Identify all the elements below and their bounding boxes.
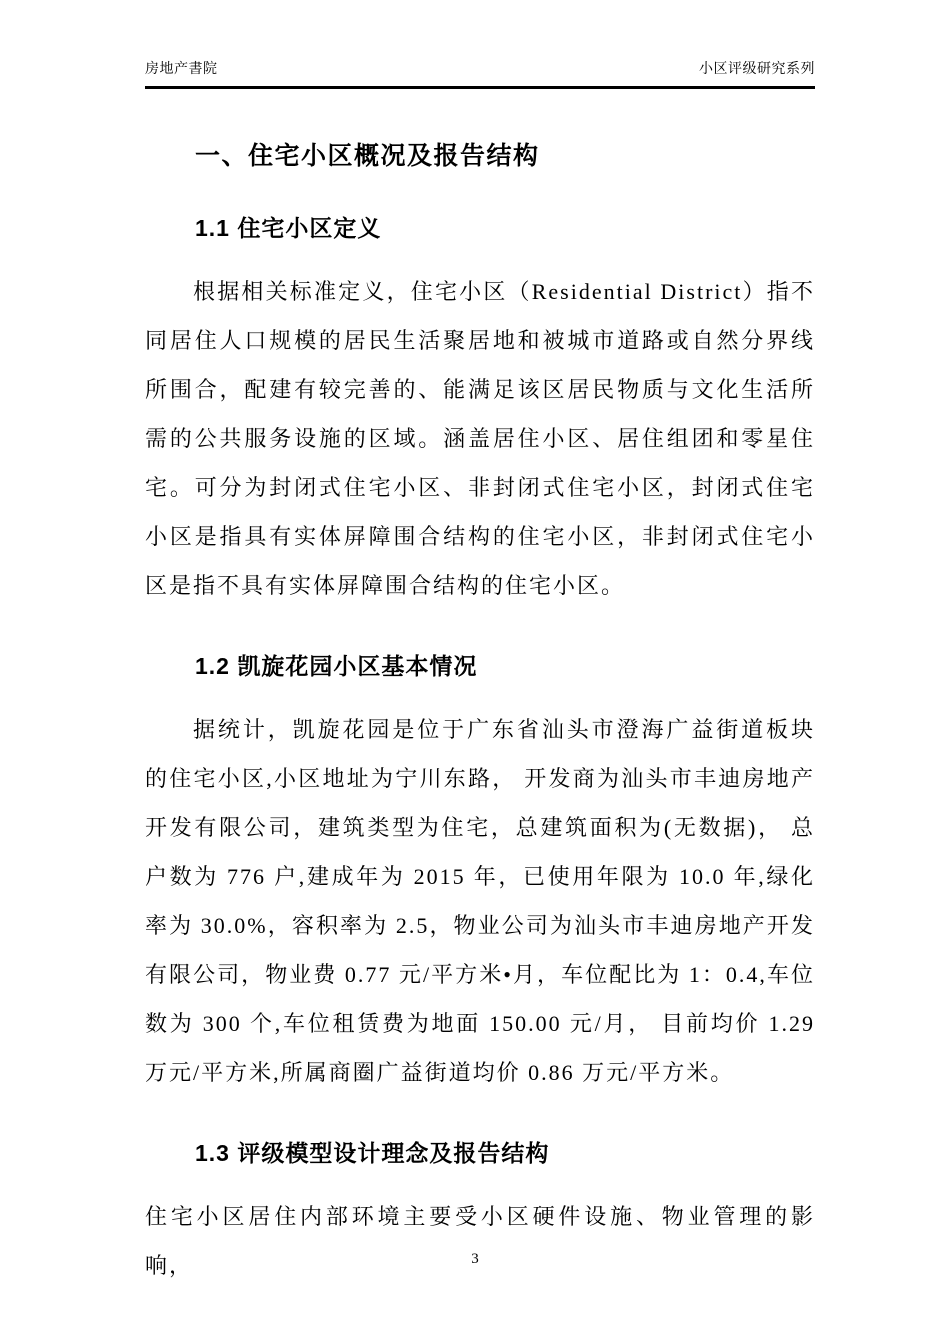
section-1-1 xyxy=(145,214,815,610)
section-1-1-heading: 1.1 住宅小区定义 xyxy=(195,215,382,242)
page-footer xyxy=(0,1251,950,1268)
page-header xyxy=(145,0,815,89)
main-heading: 一、住宅小区概况及报告结构 xyxy=(195,142,540,170)
header-right-text: 小区评级研究系列 xyxy=(699,62,815,77)
document-body xyxy=(145,141,815,1290)
section-1-2-heading: 1.2 凯旋花园小区基本情况 xyxy=(195,653,478,679)
page-number: 3 xyxy=(471,1251,479,1267)
section-1-3-paragraph: 住宅小区居住内部环境主要受小区硬件设施、物业管理的影响， xyxy=(145,1203,815,1278)
section-1-3-heading: 1.3 评级模型设计理念及报告结构 xyxy=(195,1139,550,1166)
header-left-text: 房地产書院 xyxy=(145,62,218,77)
section-1-1-paragraph: 根据相关标准定义，住宅小区（Residential District）指不同居住人口规模的居民生活聚居地和被城市道路或自然分界线所围合，配建有较完善的、能满足该区居民物质与文化生活所需的公共服务设施的区域。涵盖居住小区、居住组团和零星住宅。可分为封闭式住宅小区、非封闭式住宅小区，封闭式住宅小区是指具有实体屏障围合结构的住宅小区，非封闭式住宅小区是指不具有实体屏障围合结构的住宅小区。 xyxy=(145,279,815,598)
section-1-2-paragraph: 据统计，凯旋花园是位于广东省汕头市澄海广益街道板块的住宅小区,小区地址为宁川东路， 开发商为汕头市丰迪房地产开发有限公司，建筑类型为住宅，总建筑面积为(无数据)， 总户数为 776 户,建成年为 2015 年，已使用年限为 10.0 年,绿化率为 30.0%，容积率为 2.5，物业公司为汕头市丰迪房地产开发有限公司，物业费 0.77 元/平方米•月，车位配比为 1：0.4,车位数为 300 个,车位租赁费为地面 150.00 元/月， 目前均价 1.29 万元/平方米,所属商圈广益街道均价 0.86 万元/平方米。 xyxy=(145,716,815,1085)
section-1-2 xyxy=(145,652,815,1097)
